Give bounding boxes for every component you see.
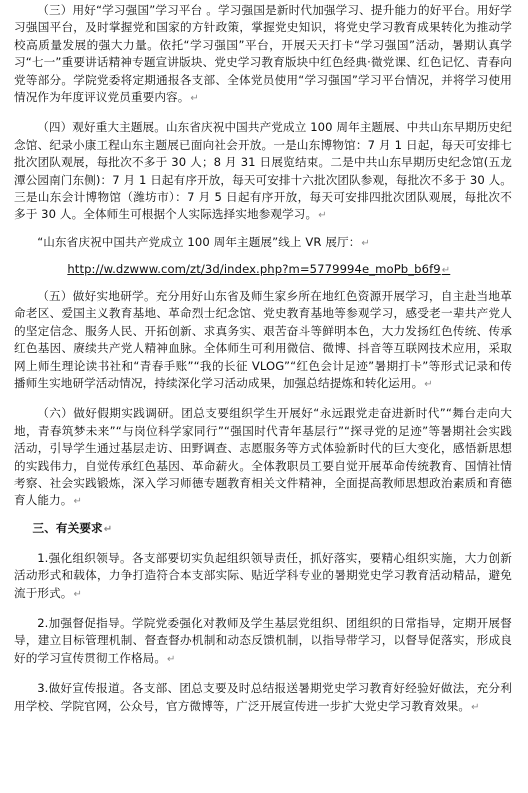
paragraph-mark-icon: ↵: [441, 264, 451, 276]
paragraph-mark-icon: ↵: [318, 210, 327, 222]
paragraph-learning-platform: [14, 2, 512, 107]
spacer: [14, 252, 512, 261]
paragraph-mark-icon: ↵: [471, 701, 480, 713]
spacer: [14, 538, 512, 550]
paragraph-requirement-3: [14, 680, 512, 716]
paragraph-mark-icon: ↵: [73, 496, 82, 508]
spacer: [14, 603, 512, 615]
spacer: [14, 668, 512, 680]
paragraph-mark-icon: ↵: [424, 378, 433, 390]
paragraph-mark-icon: ↵: [190, 93, 199, 105]
section-heading-requirements: [14, 520, 512, 538]
section-heading-text: 三、有关要求: [32, 520, 103, 535]
paragraph-mark-icon: ↵: [167, 653, 176, 665]
paragraph-exhibitions: [14, 119, 512, 224]
spacer: [14, 393, 512, 405]
vr-hall-link-text[interactable]: http://w.dzwww.com/zt/3d/index.php?m=5779994e_moPb_b6f9: [67, 261, 441, 276]
paragraph-text: （六）做好假期实践调研。团总支要组织学生开展好“永远跟党走奋进新时代”“舞台走向大地，青春筑梦未来”“与岗位科学家同行”“强国时代青年基层行”“探寻党的足迹”等暑期社会实践活动，引导学生通过基层走访、田野调查、志愿服务等方式体验新时代的巨大变化，感悟新思想的实践伟力，自觉传承红色基因、革命薪火。全体教职员工要自觉开展革命传统教育、国情社情考察、社会实践锻炼，深入学习师德专题教育相关文件精神，全面提高教师思想政治素质和育德育人能力。: [14, 406, 512, 508]
paragraph-requirement-2: [14, 615, 512, 668]
paragraph-requirement-1: [14, 550, 512, 603]
spacer: [14, 107, 512, 119]
paragraph-text: 1.强化组织领导。各支部要切实负起组织领导责任，抓好落实，要精心组织实施，大力创新活动形式和载体，力争打造符合本支部实际、贴近学科专业的暑期党史学习教育活动精品，避免流于形式。: [14, 550, 512, 600]
paragraph-text: 2.加强督促指导。学院党委强化对教师及学生基层党组织、团组织的日常指导，定期开展督导，建立目标管理机制、督查督办机制和动态反馈机制，以指导带学习，以督导促落实，形成良好的学习宣传贯彻工作格局。: [14, 615, 512, 665]
paragraph-text: 3.做好宣传报道。各支部、团总支要及时总结报送暑期党史学习教育好经验好做法，充分利用学校、学院官网，公众号，官方微博等，广泛开展宣传进一步扩大党史学习教育效果。: [14, 681, 512, 713]
paragraph-text: （三）用好“学习强国”学习平台 。学习强国是新时代加强学习、提升能力的好平台。用好学习强国平台，及时掌握党和国家的方针政策，掌握党史知识，将党史学习教育成果转化为推动学校高质量发展的强大力量。依托“学习强国”平台，开展天天打卡“学习强国”活动，暑期认真学习“七一”重要讲话精神专题宣讲版块、党史学习教育版块中红色经典·微党课、红色记忆、青春向党等部分。学院党委将定期通报各支部、全体党员使用“学习强国”学习平台情况，并将学习使用情况作为年度评议党员重要内容。: [14, 3, 512, 105]
vr-hall-link[interactable]: [14, 261, 512, 279]
paragraph-text: （五）做好实地研学。充分用好山东省及师生家乡所在地红色资源开展学习，自主赴当地革命老区、爱国主义教育基地、革命烈士纪念馆、党史教育基地等参观学习，感受老一辈共产党人的坚定信念、服务人民、开拓创新、求真务实、艰苦奋斗等鲜明本色，大力发扬红色传统、传承红色基因、赓续共产党人精神血脉。全体师生可利用微信、微博、抖音等互联网技术应用，采取网上师生理论读书社和“青春手账”“我的长征 VLOG”“红色会计足迹”暑期打卡”等形式记录和传播师生实地研学活动情况，持续深化学习活动成果，加强总结提炼和转化运用。: [14, 288, 512, 390]
paragraph-mark-icon: ↵: [73, 588, 82, 600]
spacer: [14, 279, 512, 288]
paragraph-practice-research: [14, 405, 512, 510]
paragraph-text: （四）观好重大主题展。山东省庆祝中国共产党成立 100 周年主题展、中共山东早期历史纪念馆、纪录小康工程山东主题展已面向社会开放。一是山东博物馆：7 月 1 日起，每天可安排七批次团队观展，每批次不多于 30 人；8 月 31 日展览结束。二是中共山东早期历史纪念馆(五龙潭公园南门东侧)：7 月 1 日起有序开放，每天可安排十六批次团队参观，每批次不多于 30 人。三是山东会计博物馆（潍坊市）：7 月 5 日起有序开放，每天可安排四批次团队观展，每批次不多于 30 人。全体师生可根据个人实际选择实地参观学习。: [14, 120, 512, 222]
paragraph-field-study: [14, 288, 512, 393]
vr-hall-title: [14, 234, 512, 252]
paragraph-mark-icon: ↵: [361, 237, 370, 249]
vr-hall-title-text: “山东省庆祝中国共产党成立 100 周年主题展”线上 VR 展厅：: [37, 234, 361, 249]
spacer: [14, 511, 512, 520]
paragraph-mark-icon: ↵: [103, 523, 113, 535]
spacer: [14, 225, 512, 234]
